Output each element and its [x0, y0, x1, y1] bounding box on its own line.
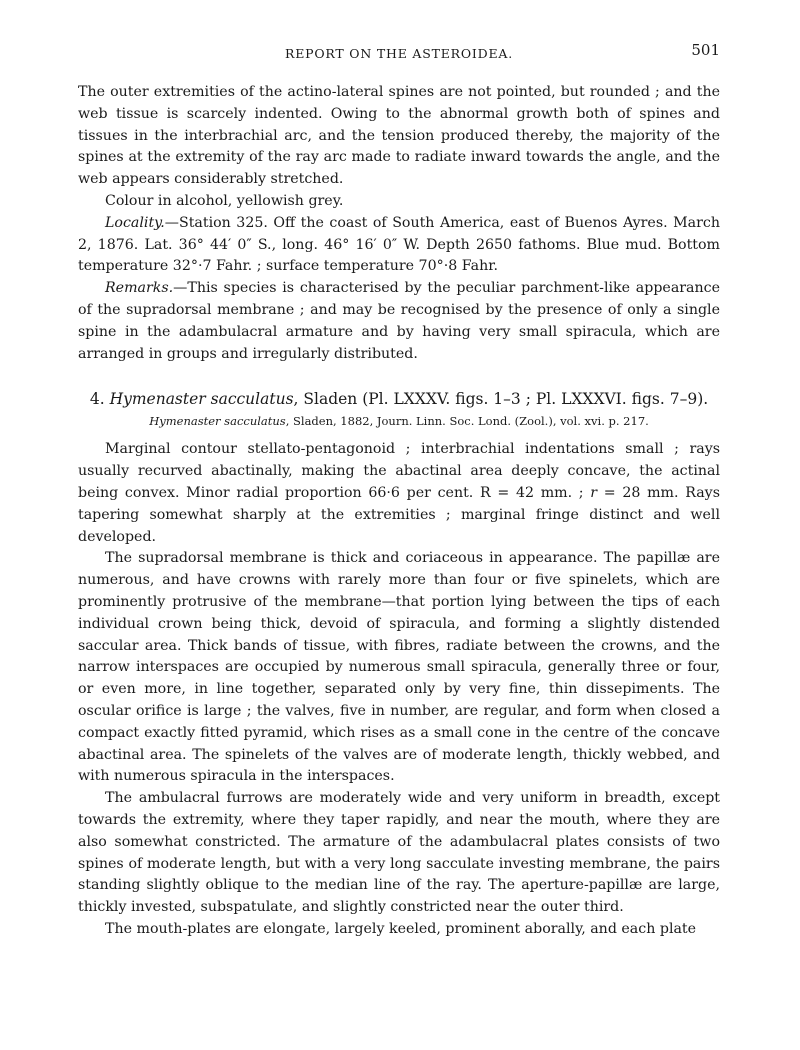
contour-text-b: = 28 mm. Rays tapering somewhat sharply at the extremities ; marginal fringe distinct and well developed. [78, 484, 720, 545]
page-body [78, 82, 720, 941]
remarks-label: Remarks. [105, 280, 174, 297]
remarks-text: —This species is characterised by the peculiar parchment-like appearance of the supradorsal membrane ; and may be recognised by the presence of only a single spine in the adambulacral armature and by having very small spiracula, which are arranged in groups and irregularly distributed. [78, 280, 720, 362]
species-heading [78, 387, 720, 411]
locality-text: —Station 325. Off the coast of South America, east of Buenos Ayres. March 2, 1876. Lat. 36° 44′ 0″ S., long. 46° 16′ 0″ W. Depth 2650 fathoms. Blue mud. Bottom temperature 32°·7 Fahr. ; surface temperature 70°·8 Fahr. [78, 214, 720, 275]
paragraph-remarks [78, 278, 720, 365]
paragraph-colour: Colour in alcohol, yellowish grey. [105, 192, 344, 209]
page-header [78, 40, 720, 62]
locality-label: Locality. [105, 214, 165, 231]
paragraph-locality [78, 213, 720, 278]
page-number: 501 [691, 41, 720, 59]
species-name: Hymenaster sacculatus [109, 390, 294, 409]
paragraph-spines: The outer extremities of the actino-lateral spines are not pointed, but rounded ; and the web tissue is scarcely indented. Owing to the abnormal growth both of spines and tissues in the interbrachial arc, and the tension produced thereby, the majority of the spines at the extremity of the ray arc made to radiate inward towards the angle, and the web appears considerably stretched. [78, 84, 720, 188]
species-number: 4. [89, 390, 105, 409]
paragraph-ambulacral: The ambulacral furrows are moderately wide and very uniform in breadth, except towards the extremity, where they taper rapidly, and near the mouth, where they are also somewhat constricted. The armature of the adambulacral plates consists of two spines of moderate length, but with a very long sacculate investing membrane, the pairs standing slightly oblique to the median line of the ray. The aperture-papillæ are large, thickly invested, subspatulate, and slightly constricted near the outer third. [78, 790, 720, 916]
running-head: REPORT ON THE ASTEROIDEA. [285, 46, 513, 61]
paragraph-membrane: The supradorsal membrane is thick and coriaceous in appearance. The papillæ are numerous, and have crowns with rarely more than four or five spinelets, which are prominently protrusive of the membrane—that portion lying between the tips of each individual crown being thick, devoid of spiracula, and forming a slightly distended saccular area. Thick bands of tissue, with fibres, radiate between the crowns, and the narrow interspaces are occupied by numerous small spiracula, generally three or four, or even more, in line together, separated only by very fine, thin dissepiments. The oscular orifice is large ; the valves, five in number, are regular, and form when closed a compact exactly fitted pyramid, which rises as a small cone in the centre of the concave abactinal area. The spinelets of the valves are of moderate length, thickly webbed, and with numerous spiracula in the interspaces. [78, 550, 720, 785]
minor-radius-symbol: r [590, 484, 598, 501]
citation-name: Hymenaster sacculatus [149, 414, 286, 429]
citation-text: , Sladen, 1882, Journ. Linn. Soc. Lond. (Zool.), vol. xvi. p. 217. [285, 414, 649, 429]
paragraph-mouth-plates: The mouth-plates are elongate, largely keeled, prominent aborally, and each plate [105, 920, 697, 937]
paragraph-contour [78, 439, 720, 548]
contour-text-a: Marginal contour stellato-pentagonoid ; interbrachial indentations small ; rays usually recurved abactinally, making the abactinal area deeply concave, the actinal being convex. Minor radial proportion 66·6 per cent. R = 42 mm. ; [78, 441, 720, 501]
species-authority: , Sladen (Pl. LXXXV. figs. 1–3 ; Pl. LXXXVI. figs. 7–9). [293, 390, 709, 409]
section-gap [78, 365, 720, 387]
species-citation [78, 411, 720, 431]
